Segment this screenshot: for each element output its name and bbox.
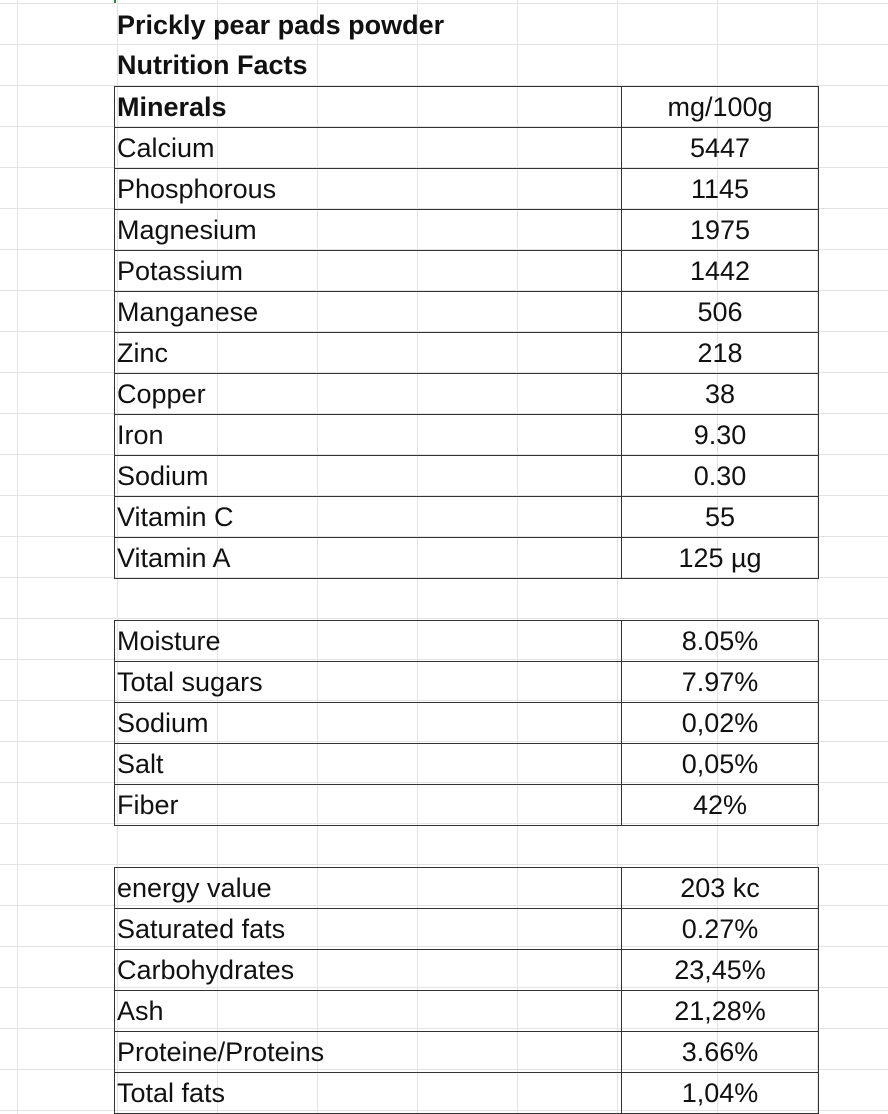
nutrient-value-cell[interactable]: 23,45% xyxy=(622,950,819,991)
table-row xyxy=(115,662,819,703)
nutrient-name-cell[interactable]: energy value xyxy=(115,868,622,909)
table-row xyxy=(115,1073,819,1114)
nutrient-name-cell[interactable]: Salt xyxy=(115,744,622,785)
minerals-header-row xyxy=(115,87,819,128)
nutrient-value-cell[interactable]: 125 µg xyxy=(622,538,819,579)
nutrient-value-cell[interactable]: 0.30 xyxy=(622,456,819,497)
nutrient-name-cell[interactable]: Sodium xyxy=(115,703,622,744)
nutrient-value-cell[interactable]: 1442 xyxy=(622,251,819,292)
empty-row xyxy=(114,826,819,867)
nutrient-name-cell[interactable]: Phosphorous xyxy=(115,169,622,210)
nutrient-name-cell[interactable]: Carbohydrates xyxy=(115,950,622,991)
nutrient-value-cell[interactable]: 55 xyxy=(622,497,819,538)
nutrient-name-cell[interactable]: Zinc xyxy=(115,333,622,374)
nutrient-name-cell[interactable]: Calcium xyxy=(115,128,622,169)
table-row xyxy=(115,292,819,333)
energy-table xyxy=(114,867,819,1114)
nutrient-name-cell[interactable]: Ash xyxy=(115,991,622,1032)
table-row xyxy=(115,210,819,251)
nutrient-name-cell[interactable]: Sodium xyxy=(115,456,622,497)
nutrient-name-cell[interactable]: Vitamin A xyxy=(115,538,622,579)
table-row xyxy=(115,909,819,950)
table-row xyxy=(115,950,819,991)
table-row xyxy=(115,621,819,662)
nutrient-value-cell[interactable]: 5447 xyxy=(622,128,819,169)
unit-header-cell[interactable]: mg/100g xyxy=(622,87,819,128)
minerals-table xyxy=(114,86,819,579)
nutrient-value-cell[interactable]: 1975 xyxy=(622,210,819,251)
nutrient-value-cell[interactable]: 0,02% xyxy=(622,703,819,744)
nutrient-value-cell[interactable]: 1,04% xyxy=(622,1073,819,1114)
spreadsheet xyxy=(114,5,819,1114)
table-row xyxy=(115,868,819,909)
minerals-header-cell[interactable]: Minerals xyxy=(115,87,622,128)
table-row xyxy=(115,251,819,292)
nutrient-name-cell[interactable]: Manganese xyxy=(115,292,622,333)
nutrient-value-cell[interactable]: 38 xyxy=(622,374,819,415)
nutrient-value-cell[interactable]: 8.05% xyxy=(622,621,819,662)
nutrient-value-cell[interactable]: 218 xyxy=(622,333,819,374)
nutrient-name-cell[interactable]: Fiber xyxy=(115,785,622,826)
nutrient-value-cell[interactable]: 3.66% xyxy=(622,1032,819,1073)
nutrient-value-cell[interactable]: 21,28% xyxy=(622,991,819,1032)
composition-table xyxy=(114,620,819,826)
selection-marker xyxy=(114,0,116,3)
nutrient-value-cell[interactable]: 42% xyxy=(622,785,819,826)
table-row xyxy=(115,991,819,1032)
nutrient-name-cell[interactable]: Saturated fats xyxy=(115,909,622,950)
nutrient-value-cell[interactable]: 0.27% xyxy=(622,909,819,950)
nutrient-name-cell[interactable]: Moisture xyxy=(115,621,622,662)
nutrient-name-cell[interactable]: Proteine/Proteins xyxy=(115,1032,622,1073)
table-row xyxy=(115,785,819,826)
nutrient-name-cell[interactable]: Total sugars xyxy=(115,662,622,703)
table-row xyxy=(115,128,819,169)
table-row xyxy=(115,333,819,374)
table-row xyxy=(115,497,819,538)
nutrient-name-cell[interactable]: Potassium xyxy=(115,251,622,292)
page-title[interactable]: Prickly pear pads powder xyxy=(117,10,445,40)
nutrient-value-cell[interactable]: 1145 xyxy=(622,169,819,210)
empty-row xyxy=(114,579,819,620)
table-row xyxy=(115,538,819,579)
nutrient-value-cell[interactable]: 0,05% xyxy=(622,744,819,785)
nutrient-value-cell[interactable]: 203 kc xyxy=(622,868,819,909)
nutrient-name-cell[interactable]: Magnesium xyxy=(115,210,622,251)
page-subtitle[interactable]: Nutrition Facts xyxy=(117,50,308,80)
table-row xyxy=(115,374,819,415)
table-row xyxy=(115,456,819,497)
nutrient-name-cell[interactable]: Copper xyxy=(115,374,622,415)
table-row xyxy=(115,703,819,744)
nutrient-value-cell[interactable]: 7.97% xyxy=(622,662,819,703)
nutrient-value-cell[interactable]: 506 xyxy=(622,292,819,333)
nutrient-value-cell[interactable]: 9.30 xyxy=(622,415,819,456)
table-row xyxy=(115,1032,819,1073)
table-row xyxy=(115,169,819,210)
nutrient-name-cell[interactable]: Total fats xyxy=(115,1073,622,1114)
nutrient-name-cell[interactable]: Iron xyxy=(115,415,622,456)
table-row xyxy=(115,415,819,456)
table-row xyxy=(115,744,819,785)
nutrient-name-cell[interactable]: Vitamin C xyxy=(115,497,622,538)
